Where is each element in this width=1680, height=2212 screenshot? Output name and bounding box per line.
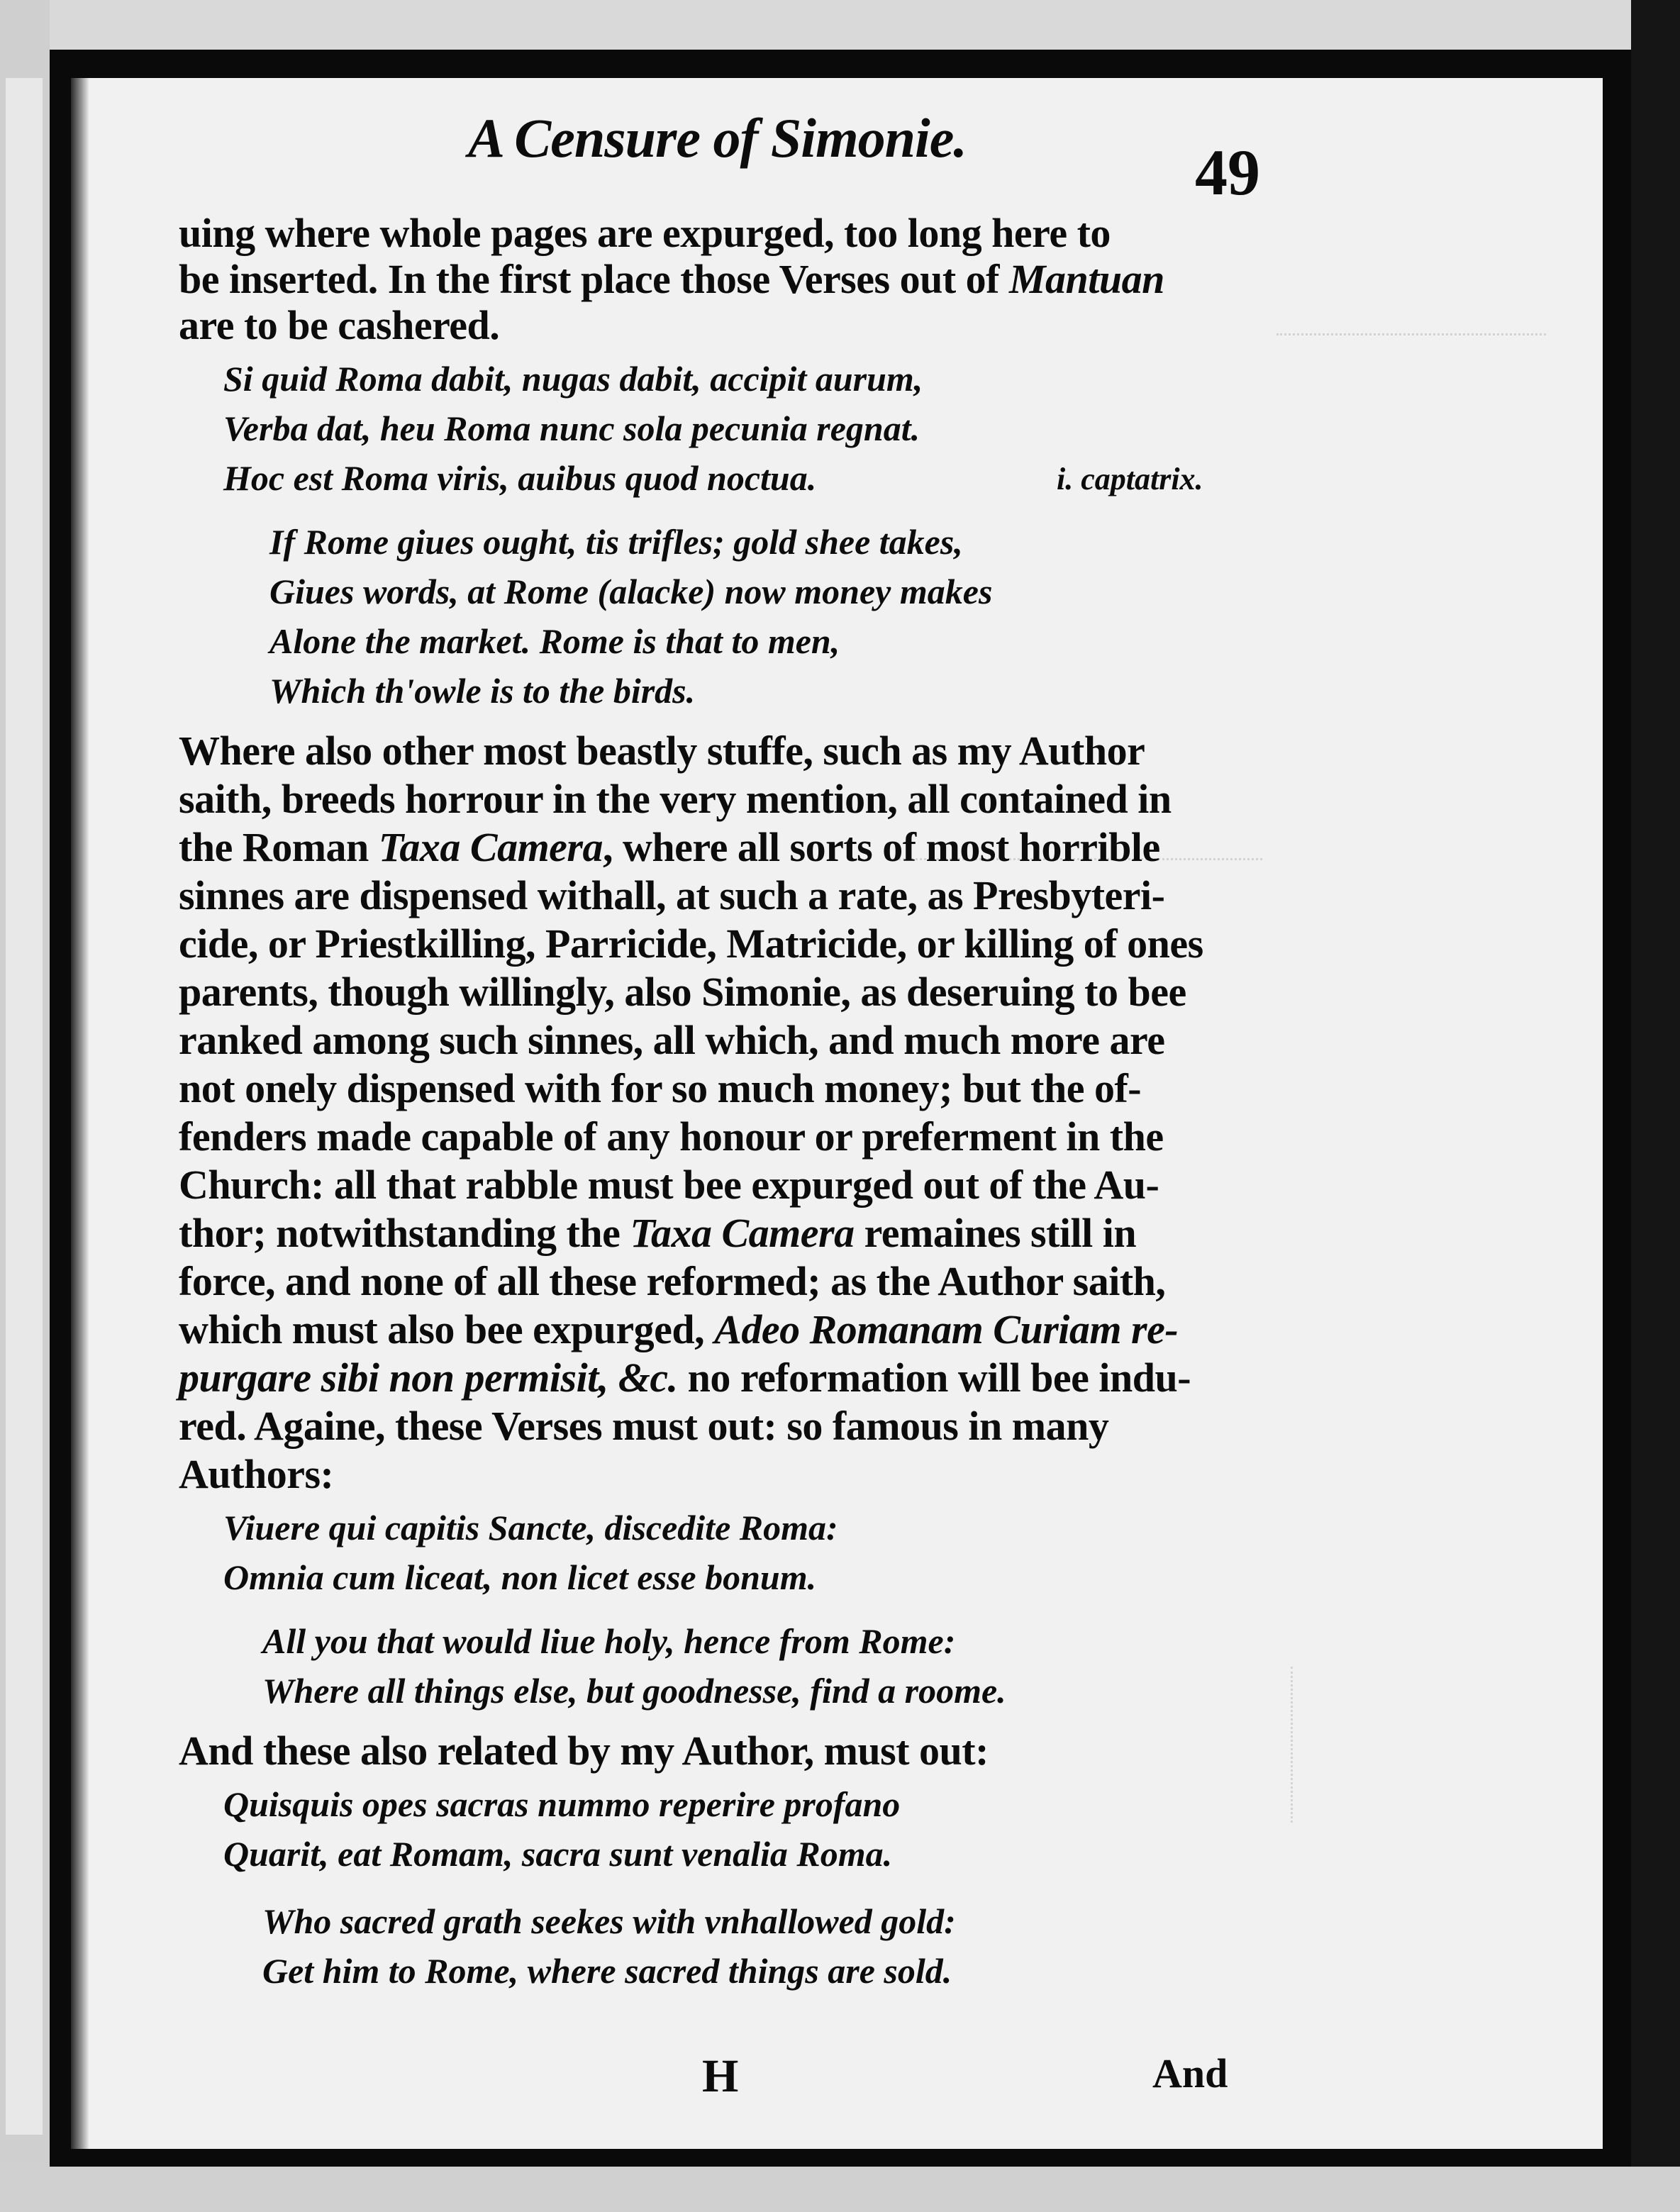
scan-border-bottom	[0, 2167, 1680, 2212]
show-through-mark	[1276, 305, 1546, 335]
text-line: uing where whole pages are expurged, too long here to	[179, 210, 1111, 256]
running-head: A Censure of Simonie.	[468, 107, 967, 169]
text-line: Authors:	[179, 1451, 334, 1497]
text-line: which must also bee expurged, Adeo Romanam Curiam re-	[179, 1306, 1179, 1352]
text-line: Where also other most beastly stuffe, such as my Author	[179, 728, 1145, 774]
verse-line: Si quid Roma dabit, nugas dabit, accipit aurum,	[223, 359, 923, 399]
verse-line: Quarit, eat Romam, sacra sunt venalia Roma.	[223, 1834, 893, 1874]
show-through-mark	[1291, 1667, 1506, 1823]
text-line: sinnes are dispensed withall, at such a rate, as Presbyteri-	[179, 872, 1165, 918]
facing-page-edge	[0, 0, 50, 2212]
catchword: And	[1152, 2050, 1228, 2096]
verse-line: If Rome giues ought, tis trifles; gold shee takes,	[269, 522, 963, 562]
author-name: Mantuan	[1008, 256, 1164, 302]
verse-line: Quisquis opes sacras nummo reperire profano	[223, 1784, 901, 1824]
text-line: And these also related by my Author, must out:	[179, 1728, 989, 1774]
text-line: the Roman Taxa Camera, where all sorts of most horrible	[179, 824, 1160, 870]
verse-line: Verba dat, heu Roma nunc sola pecunia regnat.	[223, 409, 920, 448]
text-line: cide, or Priestkilling, Parricide, Matricide, or killing of ones	[179, 921, 1203, 967]
text-line: parents, though willingly, also Simonie, as deseruing to bee	[179, 969, 1186, 1015]
verse-line: Who sacred grath seekes with vnhallowed gold:	[262, 1901, 956, 1941]
scan-border-top	[0, 0, 1680, 50]
text-line: be inserted. In the first place those Verses out of Mantuan	[179, 256, 1164, 302]
verse-line: Hoc est Roma viris, auibus quod noctua.	[223, 458, 817, 498]
text-line: force, and none of all these reformed; as the Author saith,	[179, 1258, 1166, 1304]
signature-mark: H	[702, 2050, 739, 2102]
text-line: Church: all that rabble must bee expurged out of the Au-	[179, 1162, 1159, 1208]
text-line: ranked among such sinnes, all which, and much more are	[179, 1017, 1165, 1063]
scan-border-right	[1631, 0, 1680, 2212]
text-line: saith, breeds horrour in the very mention, all contained in	[179, 776, 1172, 822]
verse-line: Giues words, at Rome (alacke) now money makes	[269, 572, 993, 611]
verse-line: Get him to Rome, where sacred things are sold.	[262, 1951, 952, 1991]
text-line: thor; notwithstanding the Taxa Camera remaines still in	[179, 1210, 1137, 1256]
verse-line: All you that would liue holy, hence from Rome:	[262, 1621, 956, 1661]
verse-line: Viuere qui capitis Sancte, discedite Roma:	[223, 1508, 838, 1547]
page-gutter-shadow	[71, 78, 89, 2149]
side-note: i. captatrix.	[1057, 462, 1203, 496]
verse-line: Which th'owle is to the birds.	[269, 671, 696, 711]
text-line: not onely dispensed with for so much money; but the of-	[179, 1065, 1142, 1111]
page-number: 49	[1195, 136, 1260, 209]
verse-line: Where all things else, but goodnesse, find a roome.	[262, 1671, 1006, 1711]
text-line: fenders made capable of any honour or preferment in the	[179, 1113, 1164, 1160]
text-line: red. Againe, these Verses must out: so famous in many	[179, 1403, 1109, 1449]
text-line: purgare sibi non permisit, &c. no reformation will bee indu-	[179, 1355, 1191, 1401]
verse-line: Omnia cum liceat, non licet esse bonum.	[223, 1557, 817, 1597]
text-line: are to be cashered.	[179, 302, 500, 348]
book-page	[71, 78, 1603, 2149]
verse-line: Alone the market. Rome is that to men,	[269, 621, 840, 661]
